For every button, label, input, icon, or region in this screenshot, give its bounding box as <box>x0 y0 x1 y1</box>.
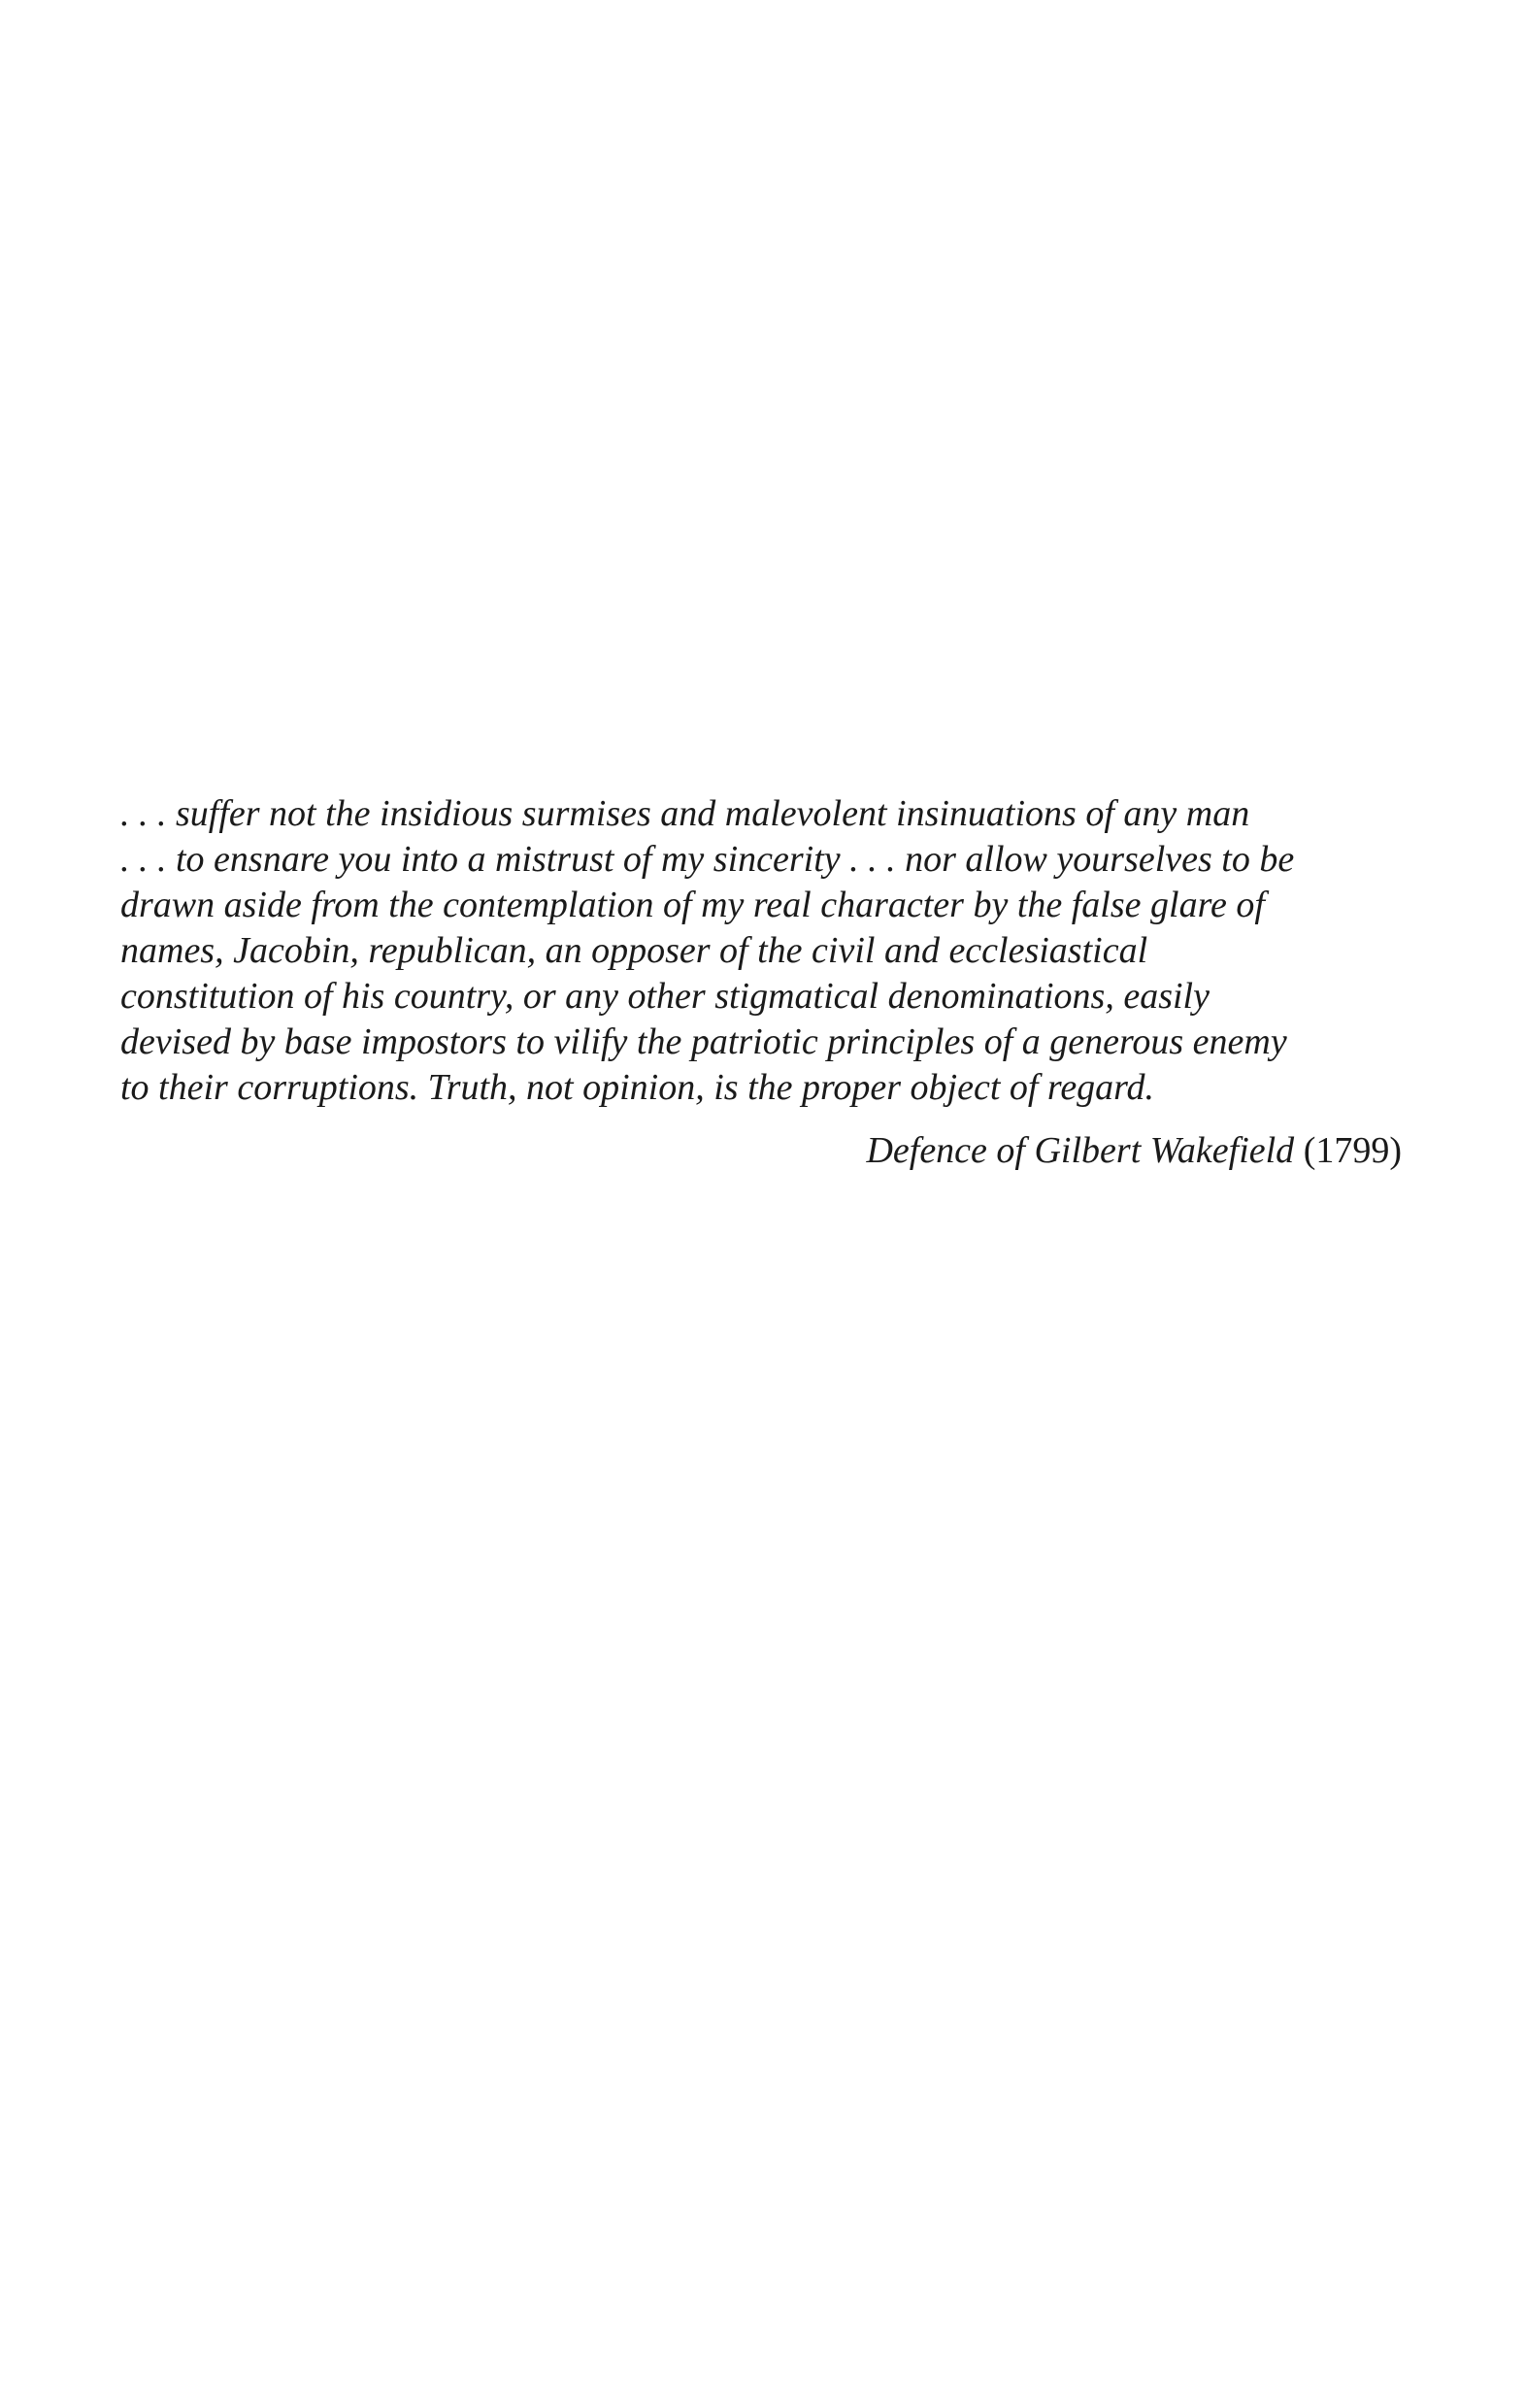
quote-line-2: . . . to ensnare you into a mistrust of my sincerity . . . nor allow yourselves to be <box>120 839 1295 880</box>
attribution-year: (1799) <box>1303 1130 1402 1171</box>
quote-line-4: names, Jacobin, republican, an opposer of the civil and ecclesiastical <box>120 930 1148 971</box>
quote-line-1: . . . suffer not the insidious surmises and malevolent insinuations of any man <box>120 793 1250 834</box>
quote-line-5: constitution of his country, or any other stigmatical denominations, easily <box>120 976 1210 1017</box>
quote-line-3: drawn aside from the contemplation of my real character by the false glare of <box>120 885 1265 925</box>
epigraph <box>120 791 1402 1174</box>
quote-line-7: to their corruptions. Truth, not opinion, is the proper object of regard. <box>120 1067 1155 1108</box>
attribution <box>120 1128 1402 1174</box>
quote-line-6: devised by base impostors to vilify the patriotic principles of a generous enemy <box>120 1021 1287 1062</box>
attribution-work: Defence of Gilbert Wakefield <box>866 1130 1295 1171</box>
